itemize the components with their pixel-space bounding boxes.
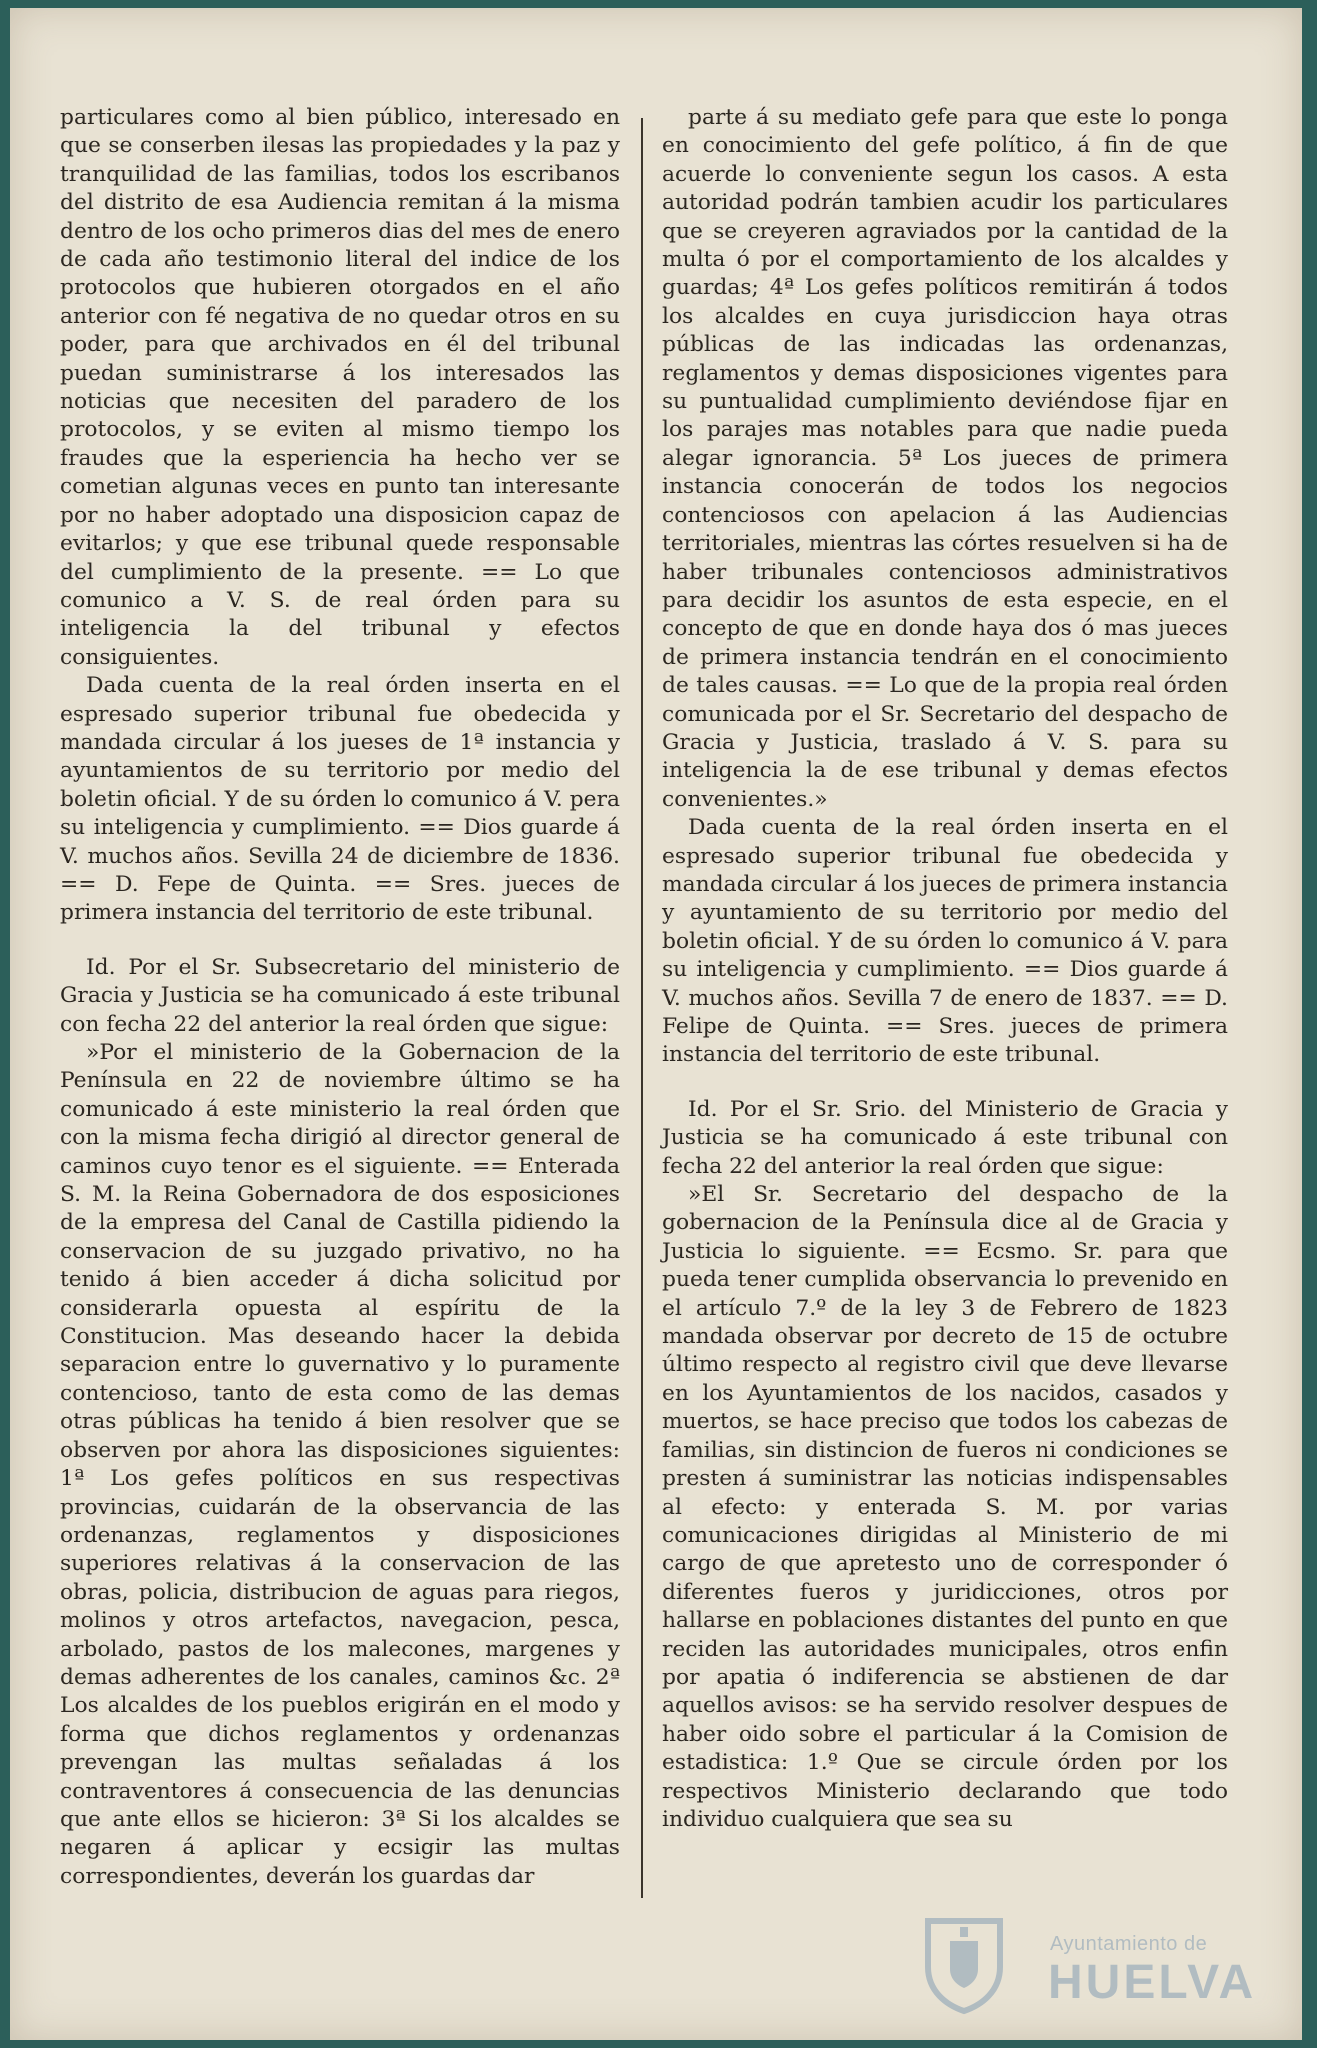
paragraph-right-2: Dada cuenta de la real órden inserta en el espresado superior tribunal fue obedecida y mandada circular á los jueces de primera instancia y ayuntamiento de su territorio por medio del boletin oficial. Y de su órden lo comunico á V. para su inteligencia y cumplimiento. == Dios guarde á V. muchos años. Sevilla 7 de enero de 1837. == D. Felipe de Quinta. == Sres. jueces de primera instancia del territorio de este tribunal. <box>662 815 1228 1068</box>
left-column <box>60 104 620 1891</box>
city-shield-icon <box>920 1915 1008 2015</box>
paragraph-right-3: Id. Por el Sr. Srio. del Ministerio de Gracia y Justicia se ha comunicado á este tribunal con fecha 22 del anterior la real órden que sigue: <box>662 1096 1228 1179</box>
right-column <box>662 104 1228 1834</box>
watermark-line2: HUELVA <box>1048 1956 1257 2009</box>
newspaper-page <box>10 8 1302 2040</box>
paragraph-right-4: »El Sr. Secretario del despacho de la gobernacion de la Península dice al de Gracia y Justicia lo siguiente. == Ecsmo. Sr. para que pueda tener cumplida observancia lo prevenido en el artículo 7.º de la ley 3 de Febrero de 1823 mandada observar por decreto de 15 de octubre último respecto al registro civil que deve llevarse en los Ayuntamientos de los nacidos, casados y muertos, se hace preciso que todos los cabezas de familias, sin distincion de fueros ni condiciones se presten á suministrar las noticias indispensables al efecto: y enterada S. M. por varias comunicaciones dirigidas al Ministerio de mi cargo de que apretesto uno de corresponder ó diferentes fueros y juridicciones, otros por hallarse en poblaciones distantes del punto en que reciden las autoridades municipales, otros enfin por apatia ó indiferencia se abstienen de dar aquellos avisos: se ha servido resolver despues de haber oido sobre el particular á la Comision de estadistica: 1.º Que se circule órden por los respectivos Ministerio declarando que todo individuo cualquiera que sea su <box>662 1182 1228 1832</box>
watermark-line1: Ayuntamiento de <box>1050 1933 1208 1955</box>
paragraph-left-3: Id. Por el Sr. Subsecretario del ministerio de Gracia y Justicia se ha comunicado á este tribunal con fecha 22 del anterior la real órden que sigue: <box>60 954 620 1037</box>
paragraph-right-1: parte á su mediato gefe para que este lo ponga en conocimiento del gefe político, á fin de que acuerde lo conveniente segun los casos. A esta autoridad podrán tambien acudir los particulares que se creyeren agraviados por la cantidad de la multa ó por el comportamiento de los alcaldes y guardas; 4ª Los gefes políticos remitirán á todos los alcaldes en cuya jurisdiccion haya otras públicas de las indicadas las ordenanzas, reglamentos y demas disposiciones vigentes para su puntualidad cumplimiento deviéndose fijar en los parajes mas notables para que nadie pueda alegar ignorancia. 5ª Los jueces de primera instancia conocerán de todos los negocios contenciosos con apelacion á las Audiencias territoriales, mientras las córtes resuelven si ha de haber tribunales contenciosos administrativos para decidir los asuntos de esta especie, en el concepto de que en donde haya dos ó mas jueces de primera instancia tendrán en el conocimiento de tales causas. == Lo que de la propia real órden comunicada por el Sr. Secretario del despacho de Gracia y Justicia, traslado á V. S. para su inteligencia la de ese tribunal y demas efectos convenientes.» <box>662 105 1228 812</box>
paragraph-left-1: particulares como al bien público, interesado en que se conserben ilesas las propiedades y la paz y tranquilidad de las familias, todos los escribanos del distrito de esa Audiencia remitan á la misma dentro de los ocho primeros dias del mes de enero de cada año testimonio literal del indice de los protocolos que hubieren otorgados en el año anterior con fé negativa de no quedar otros en su poder, para que archivados en él del tribunal puedan suministrarse á los interesados las noticias que necesiten del paradero de los protocolos, y se eviten al mismo tiempo los fraudes que la esperiencia ha hecho ver se cometian algunas veces en punto tan interesante por no haber adoptado una disposicion capaz de evitarlos; y que ese tribunal quede responsable del cumplimiento de la presente. == Lo que comunico a V. S. de real órden para su inteligencia la del tribunal y efectos consiguientes. <box>60 105 620 670</box>
column-divider <box>641 118 643 1898</box>
paragraph-left-2: Dada cuenta de la real órden inserta en el espresado superior tribunal fue obedecida y mandada circular á los jueses de 1ª instancia y ayuntamientos de su territorio por medio del boletin oficial. Y de su órden lo comunico á V. pera su inteligencia y cumplimiento. == Dios guarde á V. muchos años. Sevilla 24 de diciembre de 1836. == D. Fepe de Quinta. == Sres. jueces de primera instancia del territorio de este tribunal. <box>60 673 620 926</box>
paragraph-left-4: »Por el ministerio de la Gobernacion de la Península en 22 de noviembre último se ha comunicado á este ministerio la real órden que con la misma fecha dirigió al director general de caminos cuyo tenor es el siguiente. == Enterada S. M. la Reina Gobernadora de dos esposiciones de la empresa del Canal de Castilla pidiendo la conservacion de su juzgado privativo, no ha tenido á bien acceder á dicha solicitud por considerarla opuesta al espíritu de la Constitucion. Mas deseando hacer la debida separacion entre lo guvernativo y lo puramente contencioso, tanto de esta como de las demas otras públicas ha tenido á bien resolver que se observen por ahora las disposiciones siguientes: 1ª Los gefes políticos en sus respectivas provincias, cuidarán de la observancia de las ordenanzas, reglamentos y disposiciones superiores relativas á la conservacion de las obras, policia, distribucion de aguas para riegos, molinos y otros artefactos, navegacion, pesca, arbolado, pastos de los malecones, margenes y demas adherentes de los canales, caminos &c. 2ª Los alcaldes de los pueblos erigirán en el modo y forma que dichos reglamentos y ordenanzas prevengan las multas señaladas á los contraventores á consecuencia de las denuncias que ante ellos se hicieron: 3ª Si los alcaldes se negaren á aplicar y ecsigir las multas correspondientes, deverán los guardas dar <box>60 1040 620 1889</box>
watermark <box>920 1913 1280 2013</box>
